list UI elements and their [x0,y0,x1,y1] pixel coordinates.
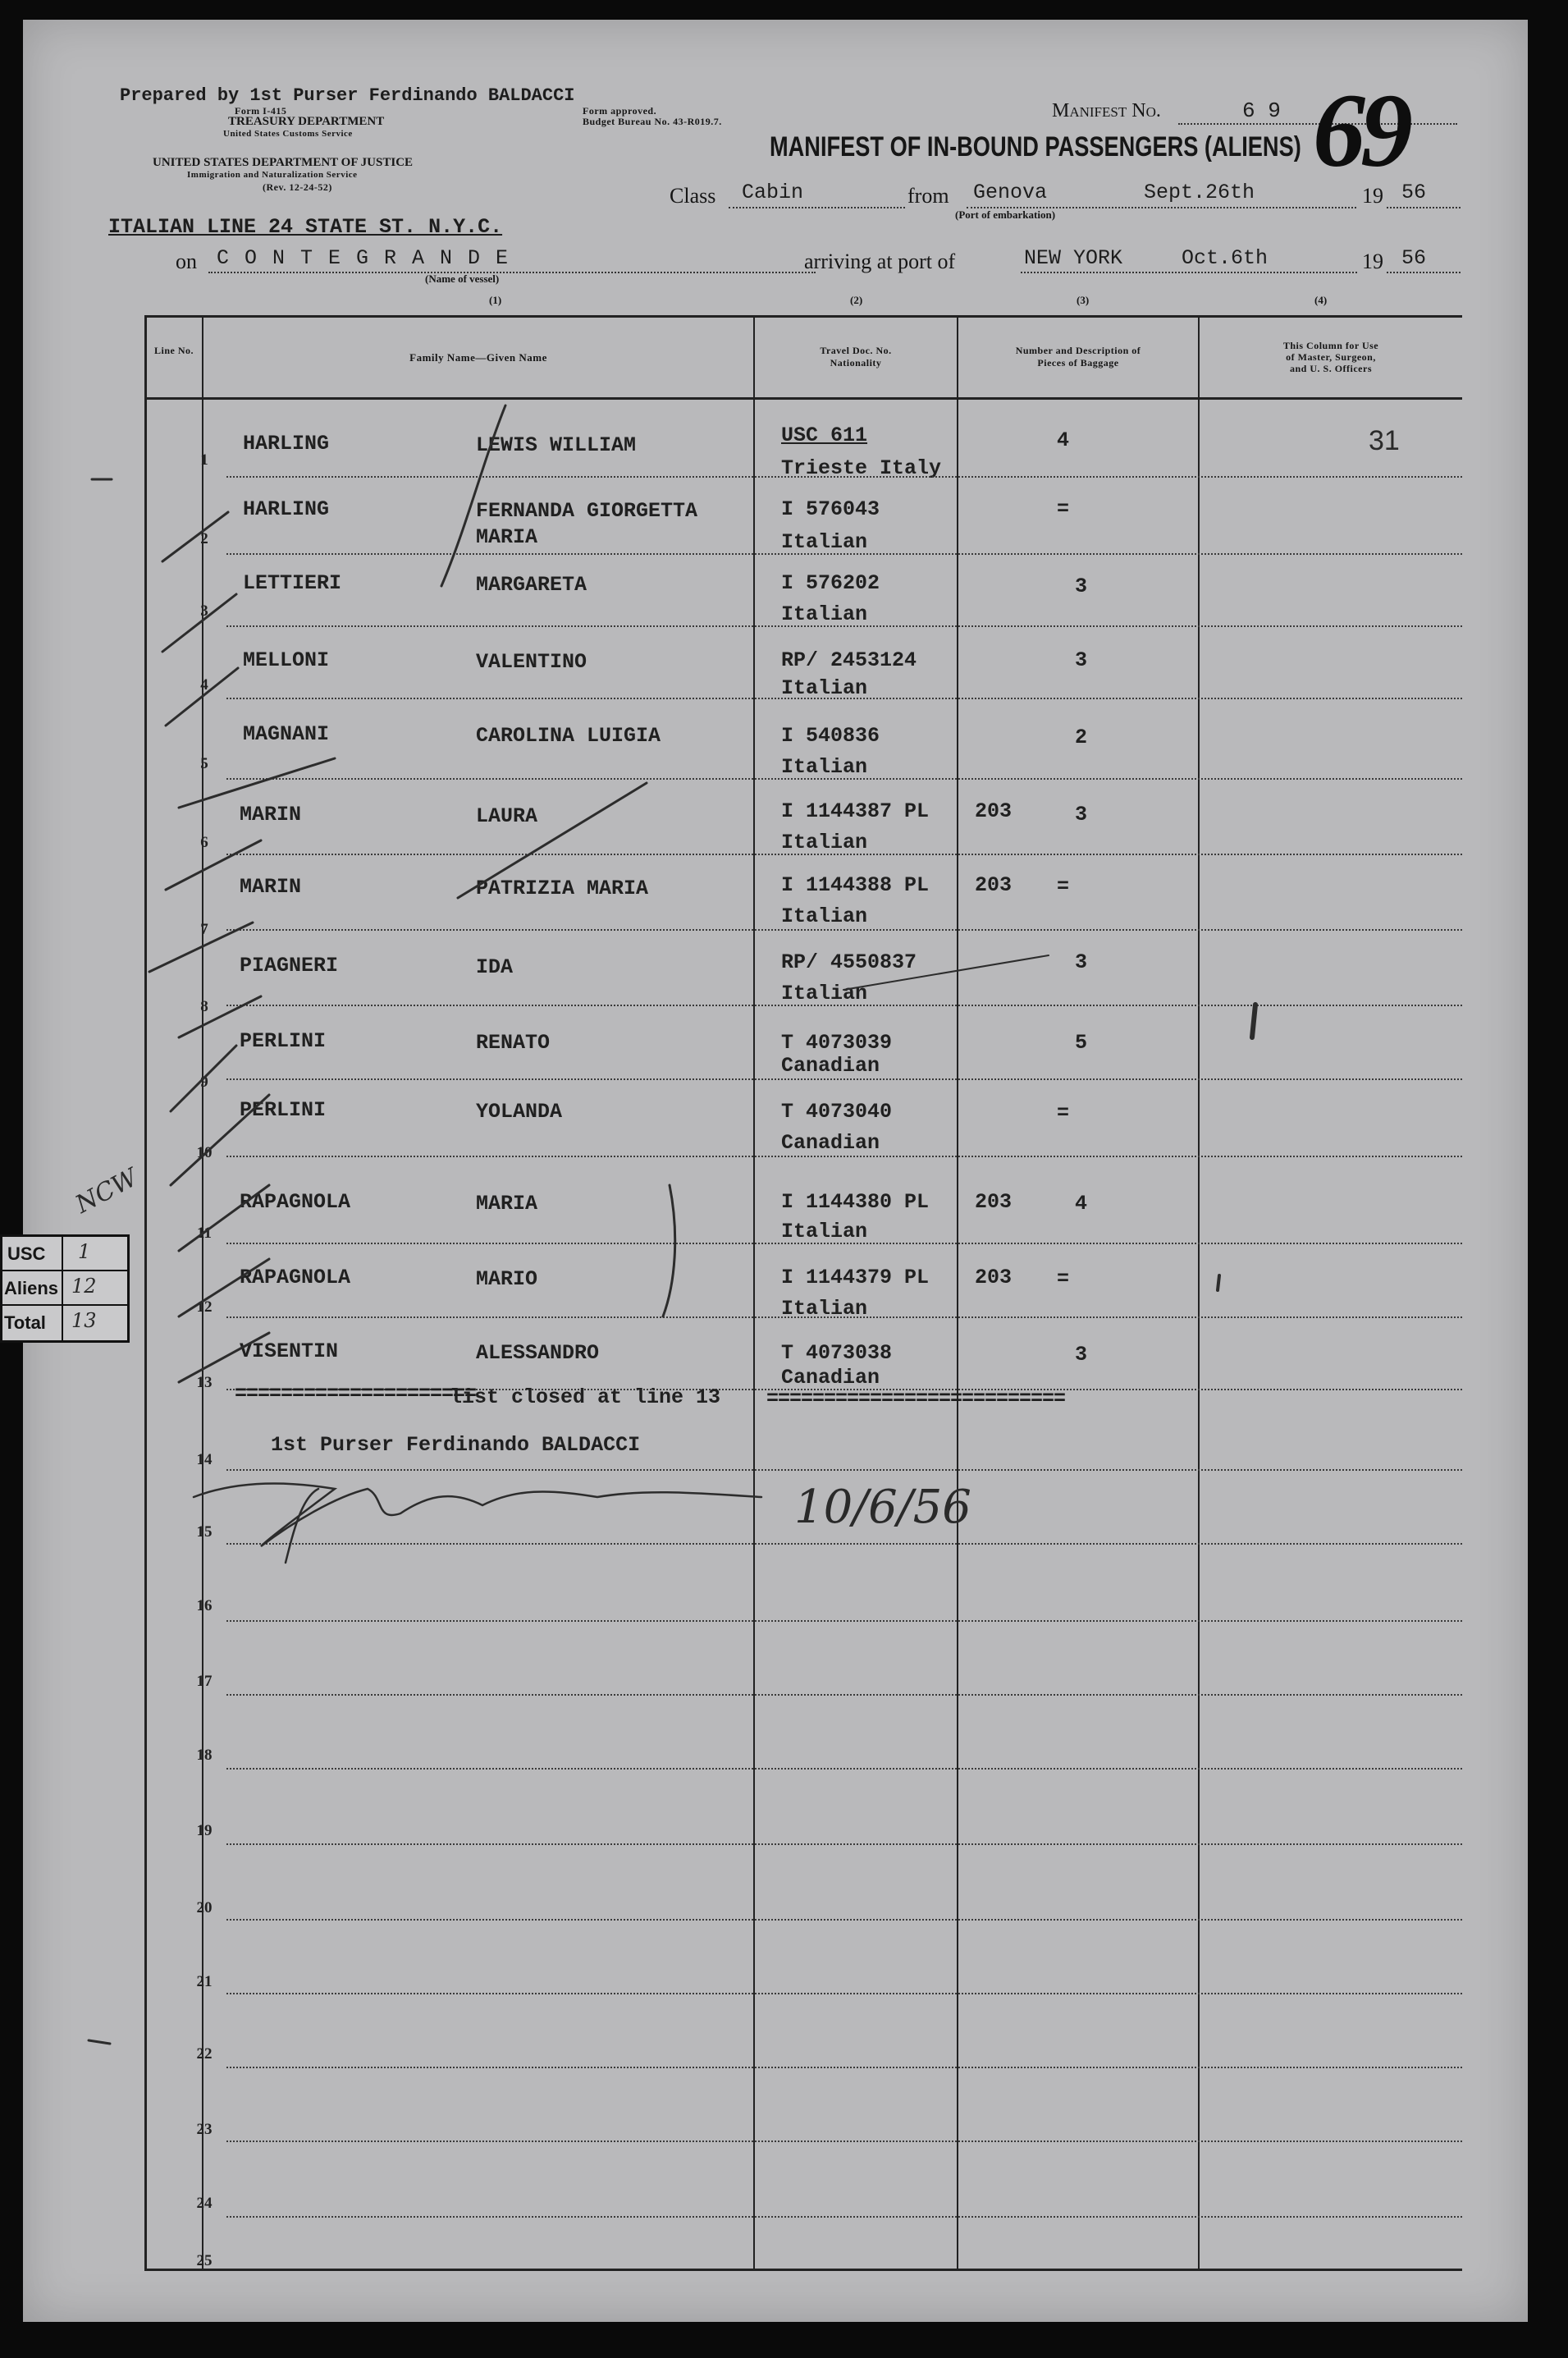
col-number-3: (3) [1077,294,1090,306]
nationality: Canadian [781,1131,880,1155]
family-name: HARLING [243,497,330,521]
travel-doc: T 4073038 [781,1341,893,1365]
given-name: VALENTINO [476,650,587,674]
tally-divider [62,1237,63,1340]
vessel-name: C O N T E G R A N D E [217,246,510,270]
on-label: on [176,250,197,273]
embark-date: Sept.26th [1144,181,1255,204]
manifest-title: MANIFEST OF IN-BOUND PASSENGERS (ALIENS) [770,131,1301,163]
family-name: PIAGNERI [240,954,339,978]
baggage-count: 3 [1075,950,1088,974]
given-name: MARGARETA [476,573,587,597]
col-header-line-no: Line No. [153,345,194,356]
line-number: 1 [200,451,208,469]
baggage-count: = [1057,875,1070,899]
port-embark-caption: (Port of embarkation) [955,208,1056,221]
family-name: LETTIERI [243,571,342,595]
prepared-by: Prepared by 1st Purser Ferdinando BALDACCI [120,85,575,106]
nationality: Canadian [781,1366,880,1390]
given-name: MARIO [476,1267,538,1291]
family-name: MARIN [240,875,302,899]
tally-row-usc [2,1237,127,1271]
nationality: Italian [781,831,868,854]
family-name: MAGNANI [243,722,330,746]
pl-number: 203 [975,799,1013,823]
line-number: 11 [197,1225,212,1242]
line-number: 3 [200,602,208,620]
nationality: Italian [781,676,868,700]
officer-note: 31 [1369,425,1400,456]
baggage-count: = [1057,1101,1070,1125]
tally-label-aliens: Aliens [4,1278,59,1298]
revision-date: (Rev. 12-24-52) [263,181,332,193]
line-number: 20 [196,1899,213,1916]
vessel-caption: (Name of vessel) [425,272,500,285]
line-number: 13 [196,1374,213,1391]
line-number: 23 [196,2121,213,2138]
year-prefix-2: 19 [1362,250,1383,273]
immigration-service: Immigration and Naturalization Service [187,170,358,180]
nationality: Italian [781,1297,868,1321]
list-closed-dashes-right: ========================== [766,1387,1066,1411]
tally-label-usc: USC [7,1243,46,1264]
nationality: Italian [781,602,868,626]
year-value-1: 56 [1401,181,1427,204]
nationality: Trieste Italy [781,456,942,480]
customs-service: United States Customs Service [223,129,353,139]
baggage-count: = [1057,497,1070,521]
handwritten-marks [23,20,1528,2322]
tally-note: NCW [71,1163,143,1220]
tally-value-total: 13 [71,1309,97,1332]
baggage-count: = [1057,1267,1070,1291]
family-name: MELLONI [243,648,330,672]
nationality: Italian [781,1220,868,1243]
pen-stroke [441,405,505,586]
col-header-officers-2: of Master, Surgeon, [1286,351,1376,363]
budget-bureau: Budget Bureau No. 43-R019.7. [583,116,722,127]
col-header-nationality: Nationality [830,357,882,369]
from-label: from [907,184,949,208]
family-name: MARIN [240,803,302,826]
line-number: 5 [200,755,208,772]
line-number: 6 [200,834,208,851]
col-number-1: (1) [489,294,502,306]
line-number: 22 [196,2045,213,2063]
line-stamp: ITALIAN LINE 24 STATE ST. N.Y.C. [108,215,503,239]
given-name: LEWIS WILLIAM [476,433,637,457]
nationality: Italian [781,530,868,554]
baggage-count: 4 [1057,428,1070,452]
line-number: 18 [196,1747,213,1764]
baggage-count: 3 [1075,648,1088,672]
list-closed: list closed at line 13 [450,1385,721,1409]
pl-number: 203 [975,1266,1013,1289]
travel-doc: I 1144380 PL [781,1190,930,1214]
col-header-doc: Travel Doc. No. [820,345,892,356]
tally-row-total [2,1306,127,1339]
line-number: 25 [196,2252,213,2269]
travel-doc: T 4073040 [781,1100,893,1124]
handwritten-date: 10/6/56 [794,1481,971,1534]
given-name: YOLANDA [476,1100,563,1124]
year-prefix-1: 19 [1362,184,1383,208]
manifest-sheet [4,20,1528,2322]
given-name: FERNANDA GIORGETTA [476,499,698,523]
nationality: Italian [781,982,868,1005]
arrival-date: Oct.6th [1182,246,1269,270]
line-number: 10 [196,1144,213,1161]
year-value-2: 56 [1401,246,1427,270]
travel-doc: I 1144379 PL [781,1266,930,1289]
purser-signature-typed: 1st Purser Ferdinando BALDACCI [271,1433,641,1457]
given-name: RENATO [476,1031,551,1055]
tally-row-aliens [2,1271,127,1306]
arriving-label: arriving at port of [804,250,956,273]
tally-value-usc: 1 [78,1240,91,1263]
given-name: ALESSANDRO [476,1341,600,1365]
form-number: Form I-415 [235,105,287,117]
manifest-no-large: 69 [1313,72,1408,189]
line-number: 8 [200,998,208,1015]
travel-doc: I 1144388 PL [781,873,930,897]
given-name-cont: MARIA [476,525,538,549]
manifest-label: Manifest No. [1052,100,1161,121]
given-name: PATRIZIA MARIA [476,877,649,900]
family-name: PERLINI [240,1098,327,1122]
family-name: HARLING [243,432,330,456]
line-number: 21 [196,1973,213,1990]
line-number: 7 [200,921,208,938]
line-number: 2 [200,530,208,547]
tally-label-total: Total [4,1312,46,1333]
tally-value-aliens: 12 [71,1275,97,1298]
justice-department: UNITED STATES DEPARTMENT OF JUSTICE [153,156,414,169]
given-name: LAURA [476,804,538,828]
nationality: Canadian [781,1054,880,1078]
col-header-officers-3: and U. S. Officers [1290,363,1372,374]
travel-doc: RP/ 4550837 [781,950,917,974]
col-number-2: (2) [850,294,863,306]
line-number: 24 [196,2195,213,2212]
line-number: 4 [200,676,208,694]
baggage-count: 2 [1075,726,1088,749]
line-number: 17 [196,1673,213,1690]
list-closed-dashes-left: ===================== [235,1382,477,1406]
line-number: 16 [196,1597,213,1614]
family-name: VISENTIN [240,1339,339,1363]
baggage-count: 3 [1075,1343,1088,1367]
treasury-department: TREASURY DEPARTMENT [228,115,385,128]
pl-number: 203 [975,1190,1013,1214]
baggage-count: 3 [1075,803,1088,826]
col-header-name: Family Name—Given Name [409,351,547,364]
travel-doc: I 1144387 PL [781,799,930,823]
class-label: Class [670,184,716,208]
baggage-count: 3 [1075,575,1088,598]
family-name: RAPAGNOLA [240,1190,351,1214]
col-header-baggage-2: Pieces of Baggage [1037,357,1119,369]
col-header-baggage-1: Number and Description of [1015,345,1141,356]
col-header-officers-1: This Column for Use [1282,340,1379,351]
line-number: 19 [196,1822,213,1839]
line-number: 9 [200,1074,208,1091]
tally-box [0,1234,130,1343]
arrival-port: NEW YORK [1024,246,1123,270]
family-name: PERLINI [240,1029,327,1053]
baggage-count: 4 [1075,1192,1088,1216]
pl-number: 203 [975,873,1013,897]
travel-doc: USC 611 [781,424,868,447]
nationality: Italian [781,904,868,928]
line-number: 15 [196,1523,213,1541]
travel-doc: I 576043 [781,497,880,521]
given-name: MARIA [476,1192,538,1216]
travel-doc: I 540836 [781,724,880,748]
travel-doc: RP/ 2453124 [781,648,917,672]
family-name: RAPAGNOLA [240,1266,351,1289]
class-value: Cabin [742,181,804,204]
travel-doc: I 576202 [781,571,880,595]
col-number-4: (4) [1314,294,1328,306]
baggage-count: 5 [1075,1031,1088,1055]
line-number: 14 [196,1451,213,1468]
manifest-no-typed: 6 9 [1242,98,1281,123]
given-name: CAROLINA LUIGIA [476,724,661,748]
given-name: IDA [476,955,514,979]
from-value: Genova [973,181,1048,204]
travel-doc: T 4073039 [781,1031,893,1055]
nationality: Italian [781,755,868,779]
line-number: 12 [196,1298,213,1316]
form-approved: Form approved. [583,105,657,117]
